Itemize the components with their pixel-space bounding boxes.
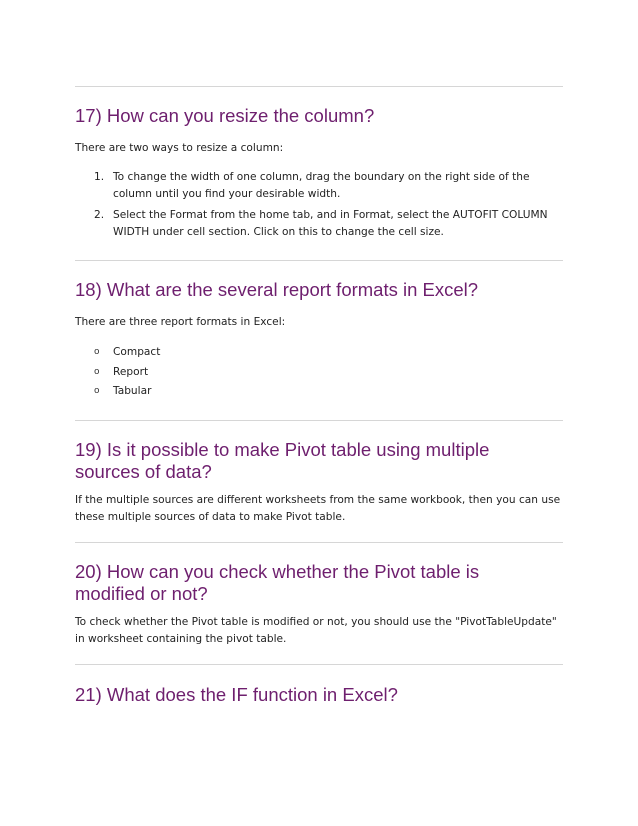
q19-heading: 19) Is it possible to make Pivot table using multiple sources of data? [75,439,490,482]
divider-after-q20 [75,664,563,665]
q20-heading: 20) How can you check whether the Pivot table is modified or not? [75,561,480,604]
bullet-icon: o [94,366,100,377]
q18-heading: 18) What are the several report formats in Excel? [75,279,479,300]
divider-after-q19 [75,542,563,543]
q20-body: To check whether the Pivot table is modified or not, you should use the "PivotTableUpdate" in worksheet containing the pivot table. [75,616,557,645]
section-q20 [75,561,563,648]
q18-bullet-list [75,343,563,402]
list-item-text: Compact [113,346,161,358]
section-q21 [75,684,563,706]
list-item [75,343,563,363]
q18-intro: There are three report formats in Excel: [75,316,286,328]
list-item [75,382,563,402]
divider-after-q18 [75,420,563,421]
list-item-number: 1. [94,171,105,183]
list-item-text: Select the Format from the home tab, and in Format, select the AUTOFIT COLUMN WIDTH under cell section. Click on this to change the cell size. [113,209,548,238]
section-q18 [75,279,563,402]
q17-heading: 17) How can you resize the column? [75,105,375,126]
list-item-text: Report [113,365,149,378]
q17-ordered-list [75,169,563,241]
list-item-text: Tabular [113,385,152,397]
q17-intro: There are two ways to resize a column: [75,142,284,154]
section-q17 [75,105,563,241]
q19-body: If the multiple sources are different worksheets from the same workbook, then you can use these multiple sources of data to make Pivot table. [75,494,561,523]
bullet-icon: o [94,347,100,357]
q21-heading: 21) What does the IF function in Excel? [75,684,398,705]
bullet-icon: o [94,386,100,396]
section-q19 [75,439,563,526]
divider-top [75,86,563,87]
divider-after-q17 [75,260,563,261]
list-item [75,207,563,241]
list-item-text: To change the width of one column, drag the boundary on the right side of the column until you find your desirable width. [113,171,530,200]
list-item [75,363,563,383]
list-item [75,169,563,203]
list-item-number: 2. [94,209,105,221]
